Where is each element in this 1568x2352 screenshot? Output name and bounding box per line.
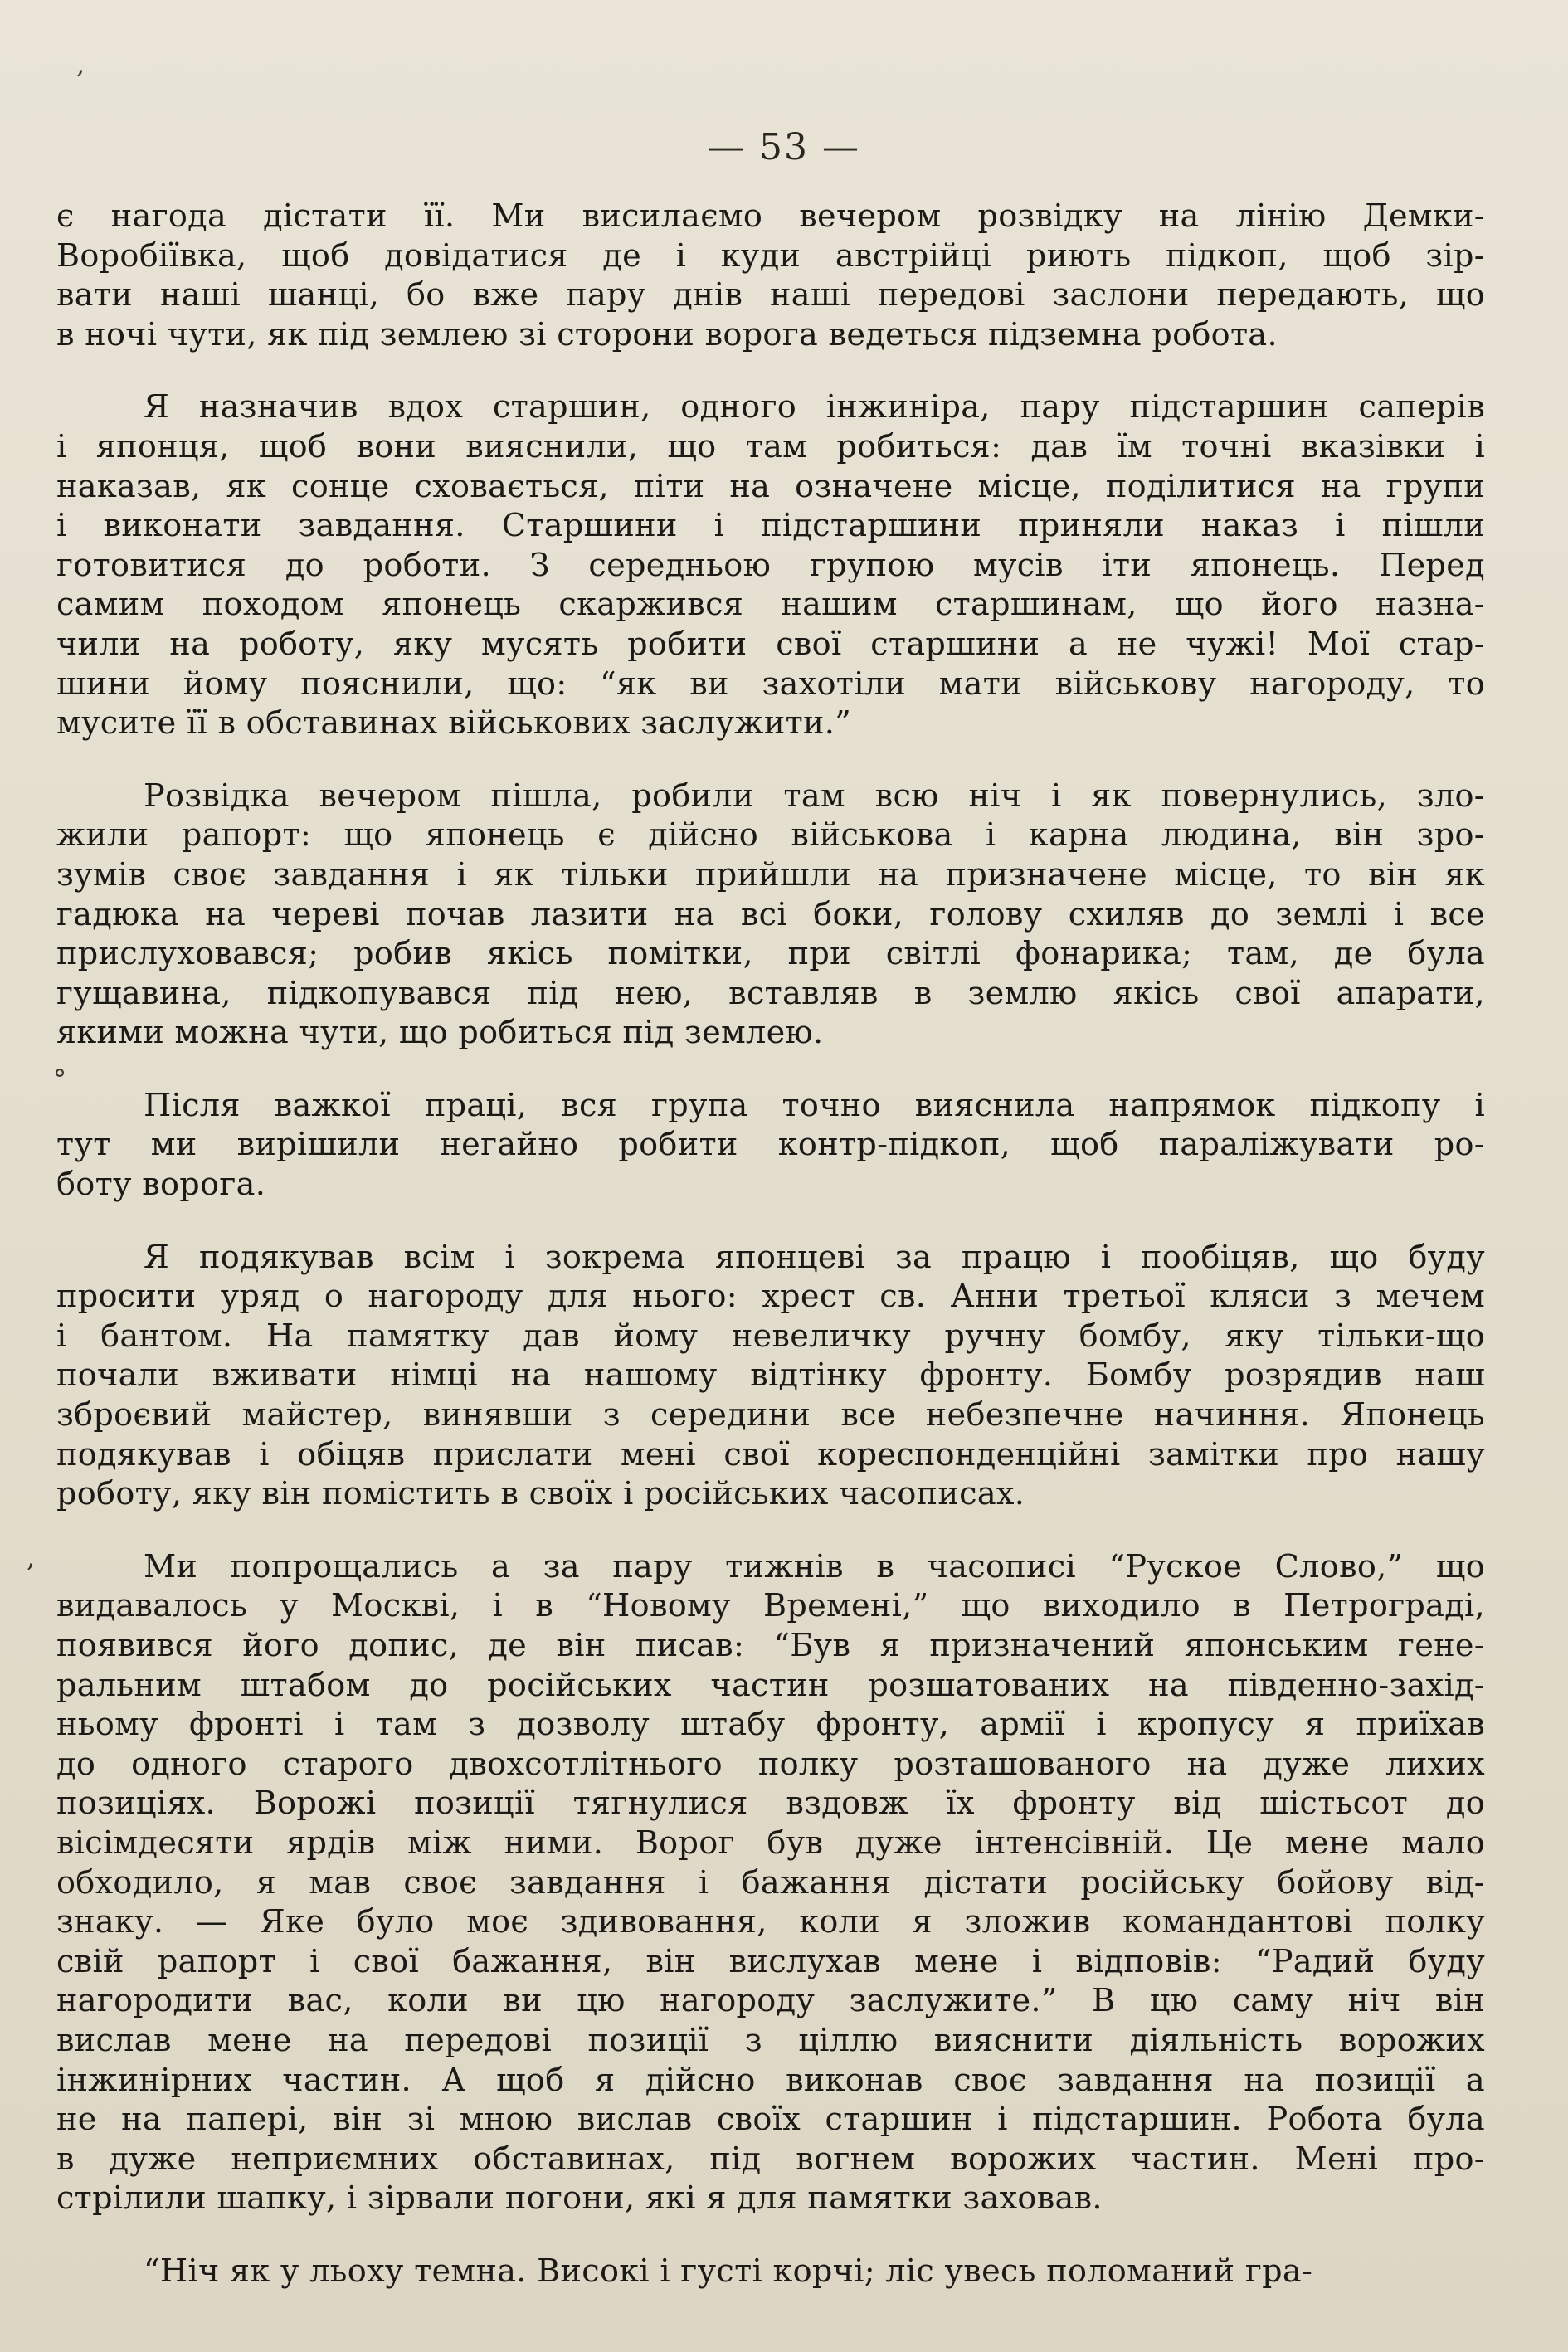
text-line: Ми попрощались а за пару тижнів в часописі “Руское Слово,” що (144, 1548, 1485, 1585)
text-line: до одного старого двохсотлітнього полку розташованого на дуже лихих (56, 1746, 1485, 1783)
paragraph (56, 1239, 1485, 1515)
text-line: боту ворога. (56, 1166, 266, 1204)
paragraph (56, 1548, 1485, 2219)
text-line: зброєвий майстер, винявши з середини все небезпечне начиння. Японець (56, 1397, 1485, 1434)
text-line: видавалось у Москві, і в “Новому Времені,” що виходило в Петрограді, (56, 1588, 1485, 1625)
paragraph (56, 197, 1485, 355)
text-line: самим походом японець скаржився нашим старшинам, що його назна- (56, 587, 1485, 624)
text-line: в дуже неприємних обставинах, під вогнем ворожих частин. Мені про- (56, 2140, 1485, 2178)
page-number: — 53 — (708, 126, 860, 168)
text-line: Я подякував всім і зокрема японцеві за працю і пообіцяв, що буду (144, 1239, 1485, 1276)
paragraph (56, 2252, 1485, 2292)
paragraph (56, 1087, 1485, 1205)
text-line: готовитися до роботи. З середньою групою мусів іти японець. Перед (56, 547, 1485, 584)
text-line: прислуховався; робив якісь помітки, при світлі фонарика; там, де була (56, 936, 1485, 973)
text-line: ральним штабом до російських частин розшатованих на південно-захід- (56, 1667, 1485, 1704)
text-line: інжинірних частин. А щоб я дійсно виконав своє завдання на позиції а (56, 2062, 1485, 2099)
text-line: ньому фронті і там з дозволу штабу фронту, армії і кропусу я приїхав (56, 1707, 1485, 1744)
text-line: жили рапорт: що японець є дійсно військова і карна людина, він зро- (56, 817, 1485, 855)
text-line: якими можна чути, що робиться під землею. (56, 1015, 824, 1052)
text-line: просити уряд о нагороду для нього: хрест св. Анни третьої кляси з мечем (56, 1278, 1485, 1316)
text-line: Після важкої праці, вся група точно вияснила напрямок підкопу і (144, 1087, 1485, 1124)
text-line: тут ми вирішили негайно робити контр-підкоп, щоб параліжувати ро- (56, 1127, 1485, 1164)
text-line: Розвідка вечером пішла, робили там всю ніч і як повернулись, зло- (144, 777, 1485, 815)
text-line: “Ніч як у льоху темна. Високі і густі корчі; ліс увесь поломаний гра- (144, 2252, 1313, 2290)
text-line: є нагода дістати її. Ми висилаємо вечером розвідку на лінію Демки- (56, 198, 1485, 235)
text-line: нагородити вас, коли ви цю нагороду заслужите.” В цю саму ніч він (56, 1983, 1485, 2020)
paragraph (56, 388, 1485, 743)
text-line: гущавина, підкопувався під нею, вставляв в землю якісь свої апарати, (56, 975, 1485, 1012)
text-line: наказав, як сонце сховається, піти на означене місце, поділитися на групи (56, 468, 1485, 505)
text-line: шини йому пояснили, що: “як ви захотіли мати військову нагороду, то (56, 665, 1485, 703)
text-line: подякував і обіцяв прислати мені свої кореспонденційні замітки про нашу (56, 1436, 1485, 1473)
margin-mark: , (27, 1541, 36, 1573)
text-line: не на папері, він зі мною вислав своїх старшин і підстаршин. Робота була (56, 2101, 1485, 2139)
text-line: свій рапорт і свої бажання, він вислухав мене і відповів: “Радий буду (56, 1943, 1485, 1980)
text-line: зумів своє завдання і як тільки прийшли на призначене місце, то він як (56, 856, 1485, 894)
text-line: і бантом. На памятку дав йому невеличку ручну бомбу, яку тільки-що (56, 1317, 1485, 1355)
text-line: знаку. — Яке було моє здивовання, коли я зложив командантові полку (56, 1904, 1485, 1941)
text-line: обходило, я мав своє завдання і бажання дістати російську бойову від- (56, 1864, 1485, 1902)
text-line: почали вживати німці на нашому відтінку фронту. Бомбу розрядив наш (56, 1357, 1485, 1395)
text-line: вісімдесяти ярдів між ними. Ворог був дуже інтенсівній. Це мене мало (56, 1824, 1485, 1862)
text-line: мусите її в обставинах військових заслужити.” (56, 705, 852, 743)
body-text (56, 197, 1485, 2325)
text-line: позиціях. Ворожі позиції тягнулися вздовж їх фронту від шістьсот до (56, 1785, 1485, 1823)
margin-mark: ° (53, 1064, 66, 1095)
text-line: вати наші шанці, бо вже пару днів наші передові заслони передають, що (56, 277, 1485, 314)
text-line: в ночі чути, як під землею зі сторони ворога ведеться підземна робота. (56, 316, 1278, 353)
text-line: появився його допис, де він писав: “Був я призначений японським гене- (56, 1628, 1485, 1664)
text-line: вислав мене на передові позиції з ціллю вияснити діяльність ворожих (56, 2022, 1485, 2059)
paragraph (56, 777, 1485, 1054)
text-line: гадюка на череві почав лазити на всі боки, голову схиляв до землі і все (56, 896, 1485, 933)
text-line: і японця, щоб вони вияснили, що там робиться: дав їм точні вказівки і (56, 428, 1485, 465)
margin-mark: , (76, 48, 85, 80)
text-line: Воробіївка, щоб довідатися де і куди австрійці риють підкоп, щоб зір- (56, 237, 1485, 275)
text-line: і виконати завдання. Старшини і підстаршини приняли наказ і пішли (56, 508, 1485, 545)
text-line: стрілили шапку, і зірвали погони, які я для памятки заховав. (56, 2180, 1103, 2218)
text-line: чили на роботу, яку мусять робити свої старшини а не чужі! Мої стар- (56, 626, 1485, 663)
text-line: роботу, яку він помістить в своїх і російських часописах. (56, 1476, 1025, 1513)
text-line: Я назначив вдох старшин, одного інжиніра, пару підстаршин саперів (144, 389, 1485, 426)
